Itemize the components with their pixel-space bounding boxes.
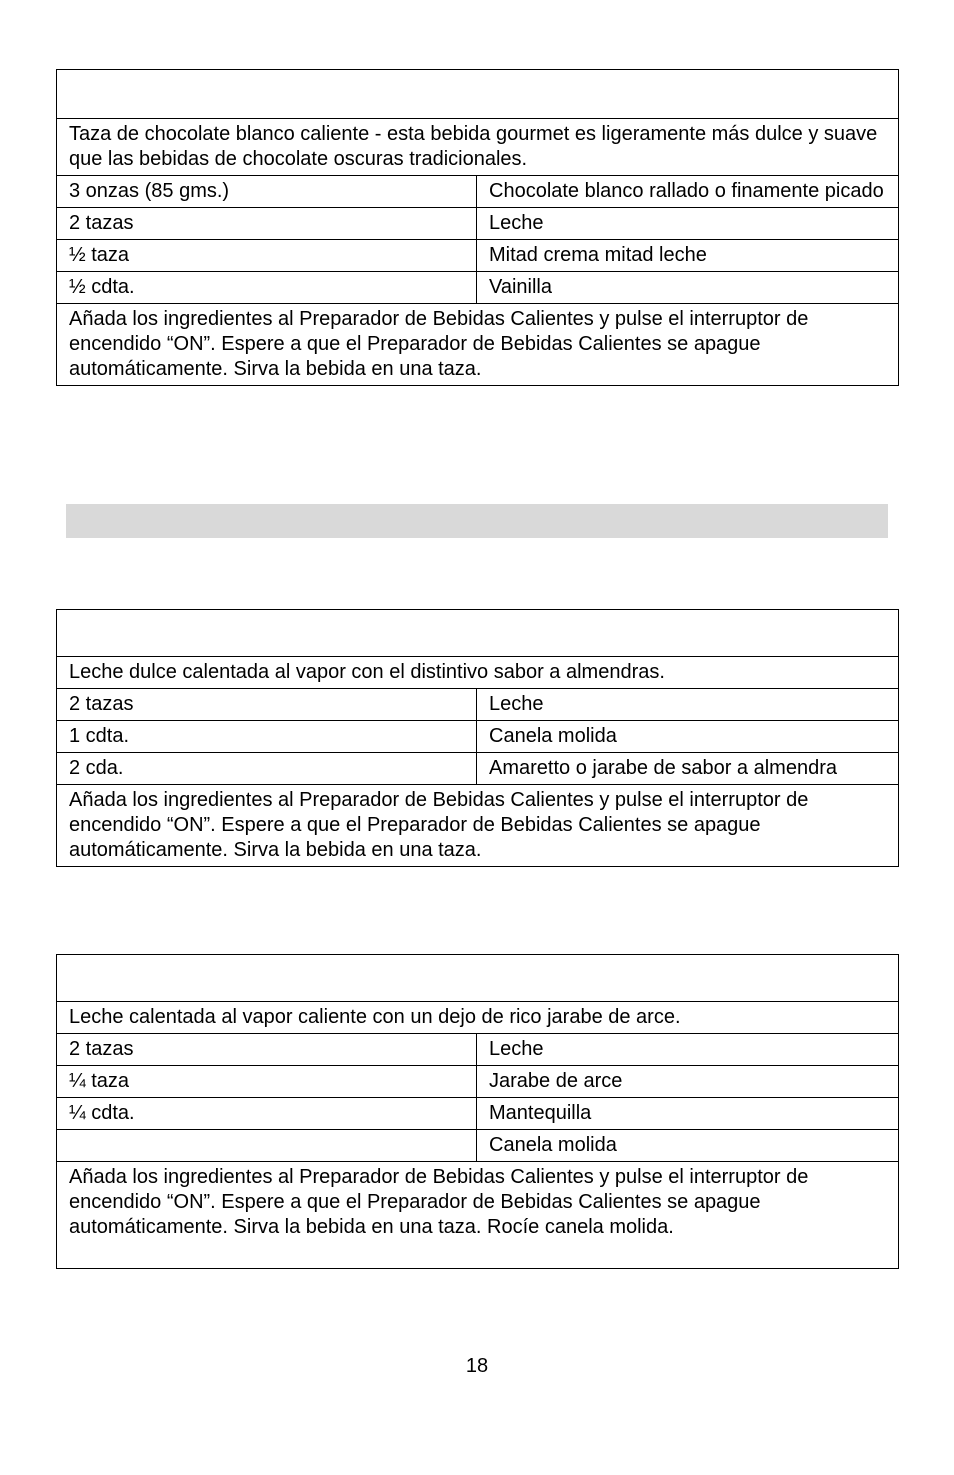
page-number: 18 xyxy=(465,1355,489,1377)
ingredient-row xyxy=(57,1130,899,1162)
ingredient-amount: 2 cda. xyxy=(57,753,477,785)
ingredient-amount: 3 onzas (85 gms.) xyxy=(57,176,477,208)
ingredient-item: Jarabe de arce xyxy=(477,1066,899,1098)
ingredient-row xyxy=(57,272,899,304)
recipe-description: Leche calentada al vapor caliente con un dejo de rico jarabe de arce. xyxy=(57,1002,899,1034)
ingredient-amount: 2 tazas xyxy=(57,1034,477,1066)
ingredient-amount: 1 cdta. xyxy=(57,721,477,753)
ingredient-item: Mitad crema mitad leche xyxy=(477,240,899,272)
ingredient-item: Leche xyxy=(477,689,899,721)
ingredient-amount: 2 tazas xyxy=(57,689,477,721)
recipe-title-row xyxy=(57,955,899,1002)
recipe-description: Leche dulce calentada al vapor con el distintivo sabor a almendras. xyxy=(57,657,899,689)
recipe-description-row xyxy=(57,657,899,689)
ingredient-item: Leche xyxy=(477,1034,899,1066)
ingredient-row xyxy=(57,753,899,785)
recipe-description-row xyxy=(57,1002,899,1034)
recipe-instructions-row xyxy=(57,1162,899,1269)
ingredient-amount xyxy=(57,1130,477,1162)
ingredient-item: Chocolate blanco rallado o finamente picado xyxy=(477,176,899,208)
ingredient-row xyxy=(57,240,899,272)
recipe-title-row xyxy=(57,70,899,119)
ingredient-amount: ½ taza xyxy=(57,240,477,272)
ingredient-amount: 2 tazas xyxy=(57,208,477,240)
recipe-title-row xyxy=(57,610,899,657)
ingredient-amount: ¼ taza xyxy=(57,1066,477,1098)
recipe-instructions-row xyxy=(57,785,899,867)
ingredient-row xyxy=(57,721,899,753)
recipe-table-white-hot-chocolate xyxy=(56,69,899,386)
ingredient-item: Leche xyxy=(477,208,899,240)
recipe-description-row xyxy=(57,119,899,176)
ingredient-amount: ½ cdta. xyxy=(57,272,477,304)
recipe-table-amaretto-steamer xyxy=(56,609,899,867)
section-header-bar xyxy=(66,504,888,538)
ingredient-item: Mantequilla xyxy=(477,1098,899,1130)
ingredient-item: Vainilla xyxy=(477,272,899,304)
ingredient-row xyxy=(57,176,899,208)
recipe-description: Taza de chocolate blanco caliente - esta bebida gourmet es ligeramente más dulce y suave que las bebidas de chocolate oscuras tradicionales. xyxy=(57,119,899,176)
ingredient-item: Canela molida xyxy=(477,721,899,753)
ingredient-item: Amaretto o jarabe de sabor a almendra xyxy=(477,753,899,785)
recipe-instructions: Añada los ingredientes al Preparador de Bebidas Calientes y pulse el interruptor de encendido “ON”. Espere a que el Preparador de Bebidas Calientes se apague automáticamente. Sirva la bebida en una taza. Rocíe canela molida. xyxy=(57,1162,899,1269)
ingredient-item: Canela molida xyxy=(477,1130,899,1162)
ingredient-row xyxy=(57,1098,899,1130)
ingredient-row xyxy=(57,689,899,721)
ingredient-row xyxy=(57,1066,899,1098)
recipe-instructions: Añada los ingredientes al Preparador de Bebidas Calientes y pulse el interruptor de encendido “ON”. Espere a que el Preparador de Bebidas Calientes se apague automáticamente. Sirva la bebida en una taza. xyxy=(57,304,899,386)
ingredient-amount: ¼ cdta. xyxy=(57,1098,477,1130)
recipe-instructions-row xyxy=(57,304,899,386)
ingredient-row xyxy=(57,208,899,240)
recipe-table-maple-steamer xyxy=(56,954,899,1269)
recipe-instructions: Añada los ingredientes al Preparador de Bebidas Calientes y pulse el interruptor de encendido “ON”. Espere a que el Preparador de Bebidas Calientes se apague automáticamente. Sirva la bebida en una taza. xyxy=(57,785,899,867)
ingredient-row xyxy=(57,1034,899,1066)
